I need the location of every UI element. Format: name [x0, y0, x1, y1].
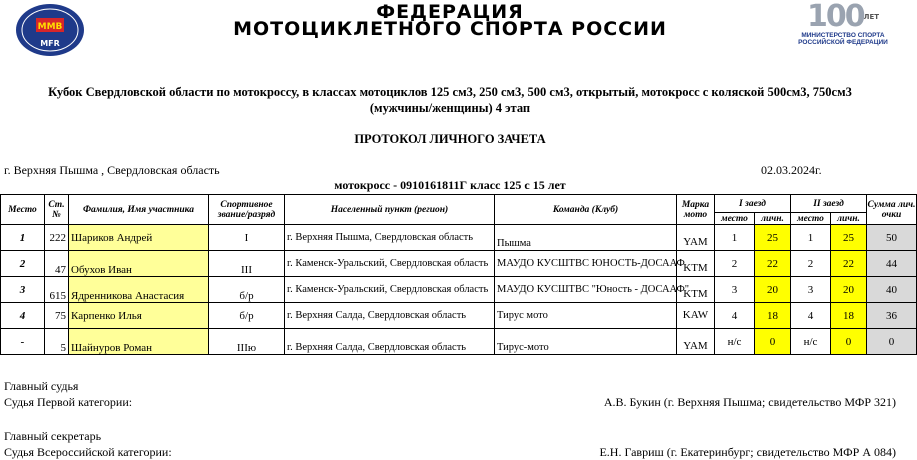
cell-city: г. Верхняя Салда, Свердловская область: [285, 329, 495, 355]
cell-start-no: 75: [45, 303, 69, 329]
ministry-line1: МИНИСТЕРСТВО СПОРТА: [801, 32, 885, 39]
chief-judge-label: Главный судья: [4, 379, 79, 393]
cell-start-no: 222: [45, 225, 69, 251]
cell-city: г. Каменск-Уральский, Свердловская область: [285, 251, 495, 277]
header-place: Место: [1, 195, 45, 225]
cell-city: г. Верхняя Салда, Свердловская область: [285, 303, 495, 329]
chief-judge-category: Судья Первой категории:: [4, 395, 133, 409]
cell-team: МАУДО КУСШТВС "Юность - ДОСААФ": [495, 277, 677, 303]
cell-race1-pos: 1: [715, 225, 755, 251]
cell-place: -: [1, 329, 45, 355]
cell-team: Тирус мото: [495, 303, 677, 329]
secretary-category: Судья Всероссийской категории:: [4, 445, 172, 459]
header-team: Команда (Клуб): [495, 195, 677, 225]
event-title: [20, 84, 880, 116]
cell-race1-pos: 2: [715, 251, 755, 277]
header-race1-pos: место: [715, 213, 755, 225]
header-moto: Марка мото: [677, 195, 715, 225]
cell-start-no: 5: [45, 329, 69, 355]
header-sum: Сумма лич. очки: [867, 195, 917, 225]
cell-rank: б/р: [209, 303, 285, 329]
cell-race1-pos: н/с: [715, 329, 755, 355]
protocol-title: ПРОТОКОЛ ЛИЧНОГО ЗАЧЕТА: [354, 132, 546, 146]
header-race1: I заезд: [715, 195, 791, 213]
ministry-logo-number: 100: [807, 0, 864, 34]
cell-race2-pos: 1: [791, 225, 831, 251]
header-name: Фамилия, Имя участника: [69, 195, 209, 225]
cell-name: Шайнуров Роман: [69, 329, 209, 355]
federation-line1: ФЕДЕРАЦИЯ: [376, 1, 524, 23]
event-date: 02.03.2024г.: [761, 163, 822, 177]
cell-race1-pos: 4: [715, 303, 755, 329]
secretary-name: Е.Н. Гавриш (г. Екатеринбург; свидетельство МФР А 084): [599, 445, 896, 459]
header-race2-pos: место: [791, 213, 831, 225]
cell-sum: 0: [867, 329, 917, 355]
cell-race2-pos: 2: [791, 251, 831, 277]
cell-start-no: 615: [45, 277, 69, 303]
results-table: [0, 194, 917, 355]
header-race2: II заезд: [791, 195, 867, 213]
cell-moto: YAM: [677, 329, 715, 355]
table-header-row: [1, 195, 917, 213]
cell-place: 1: [1, 225, 45, 251]
cell-race2-pts: 0: [831, 329, 867, 355]
cell-sum: 40: [867, 277, 917, 303]
cell-place: 2: [1, 251, 45, 277]
cell-place: 4: [1, 303, 45, 329]
cell-race2-pos: 3: [791, 277, 831, 303]
cell-race2-pts: 25: [831, 225, 867, 251]
cell-sum: 44: [867, 251, 917, 277]
cell-race2-pts: 20: [831, 277, 867, 303]
cell-rank: I: [209, 225, 285, 251]
cell-name: Ядренникова Анастасия: [69, 277, 209, 303]
chief-judge-name: А.В. Букин (г. Верхняя Пышма; свидетельство МФР 321): [603, 395, 896, 409]
table-row: [1, 225, 917, 251]
event-title-line1: Кубок Свердловской области по мотокроссу, в классах мотоциклов 125 см3, 250 см3, 500 см3, открытый, мотокросс с коляской 500см3, 750см3: [48, 85, 852, 99]
event-place: г. Верхняя Пышма , Свердловская область: [4, 163, 220, 177]
cell-start-no: 47: [45, 251, 69, 277]
cell-team: Пышма: [495, 225, 677, 251]
table-row: [1, 251, 917, 277]
secretary-label: Главный секретарь: [4, 429, 102, 443]
cell-name: Обухов Иван: [69, 251, 209, 277]
cell-name: Шариков Андрей: [69, 225, 209, 251]
cell-moto: KAW: [677, 303, 715, 329]
cell-rank: III: [209, 251, 285, 277]
cell-name: Карпенко Илья: [69, 303, 209, 329]
class-line: мотокросс - 0910161811Г класс 125 с 15 лет: [334, 178, 566, 192]
table-row: [1, 277, 917, 303]
cell-race2-pos: 4: [791, 303, 831, 329]
header-city: Населенный пункт (регион): [285, 195, 495, 225]
federation-line2: МОТОЦИКЛЕТНОГО СПОРТА РОССИИ: [233, 18, 667, 40]
federation-title: [100, 1, 800, 40]
cell-moto: YAM: [677, 225, 715, 251]
header-rank: Спортивное звание/разряд: [209, 195, 285, 225]
header-race1-pts: личн.: [755, 213, 791, 225]
mfr-logo: [12, 2, 92, 58]
table-row: [1, 329, 917, 355]
ministry-logo: [790, 2, 896, 54]
svg-text:MMB: MMB: [37, 22, 63, 32]
cell-moto: KTM: [677, 251, 715, 277]
cell-team: Тирус-мото: [495, 329, 677, 355]
cell-race1-pts: 18: [755, 303, 791, 329]
header-start-no: Ст. №: [45, 195, 69, 225]
cell-team: МАУДО КУСШТВС ЮНОСТЬ-ДОСААФ: [495, 251, 677, 277]
cell-sum: 36: [867, 303, 917, 329]
cell-race1-pos: 3: [715, 277, 755, 303]
cell-race1-pts: 25: [755, 225, 791, 251]
cell-race2-pts: 22: [831, 251, 867, 277]
cell-place: 3: [1, 277, 45, 303]
cell-rank: б/р: [209, 277, 285, 303]
cell-race1-pts: 0: [755, 329, 791, 355]
cell-race1-pts: 22: [755, 251, 791, 277]
header-race2-pts: личн.: [831, 213, 867, 225]
cell-race2-pts: 18: [831, 303, 867, 329]
ministry-line2: РОССИЙСКОЙ ФЕДЕРАЦИИ: [798, 39, 888, 46]
mfr-logo-text: MFR: [40, 39, 60, 48]
event-title-line2: (мужчины/женщины) 4 этап: [369, 101, 531, 115]
cell-moto: KTM: [677, 277, 715, 303]
table-row: [1, 303, 917, 329]
cell-sum: 50: [867, 225, 917, 251]
cell-rank: IIIю: [209, 329, 285, 355]
ministry-logo-let: ЛЕТ: [863, 13, 879, 21]
cell-race2-pos: н/с: [791, 329, 831, 355]
cell-race1-pts: 20: [755, 277, 791, 303]
cell-city: г. Каменск-Уральский, Свердловская область: [285, 277, 495, 303]
cell-city: г. Верхняя Пышма, Свердловская область: [285, 225, 495, 251]
